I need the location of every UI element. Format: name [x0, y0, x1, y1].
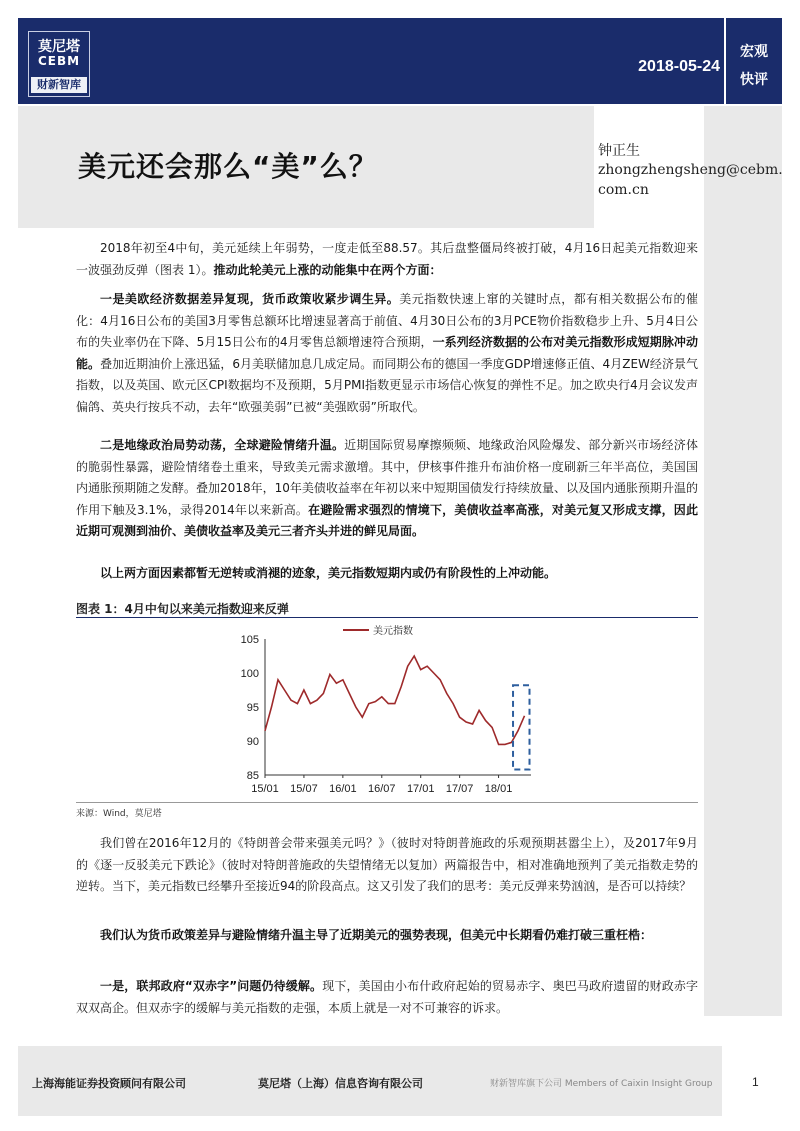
p7-text: 现下，美国由小布什政府起始的贸易赤字、奥巴马政府遗留的财政赤字双双高企。但双赤字的缓解与美元指数的走强，本质上就是一对不可兼容的诉求。 — [76, 979, 698, 1015]
p4-bold: 以上两方面因素都暂无逆转或消褪的迹象，美元指数短期内或仍有阶段性的上冲动能。 — [100, 566, 557, 580]
x-tick-label: 15/01 — [251, 783, 279, 795]
usd-index-chart — [76, 619, 698, 803]
page-number: 1 — [752, 1075, 759, 1089]
paragraph-7 — [76, 976, 698, 1019]
cebm-logo — [28, 31, 90, 97]
footer-company-1: 上海海能证券投资顾问有限公司 — [32, 1077, 186, 1090]
author-email[interactable]: zhongzhengsheng@cebm.com.cn — [598, 162, 783, 198]
chart-svg — [76, 619, 698, 803]
author-name: 钟正生 — [598, 143, 640, 159]
p6-bold: 我们认为货币政策差异与避险情绪升温主导了近期美元的强势表现，但美元中长期看仍难打破三重枉梏： — [100, 928, 653, 942]
report-type-box — [726, 18, 782, 104]
y-tick-label: 85 — [246, 770, 259, 782]
series-line-usd-index — [265, 656, 525, 744]
figure-title: 图表 1：4月中旬以来美元指数迎来反弹 — [76, 602, 289, 616]
legend-label: 美元指数 — [373, 626, 413, 637]
paragraph-3 — [76, 435, 698, 543]
p1-bold: 推动此轮美元上涨的动能集中在两个方面： — [213, 262, 442, 277]
logo-sub-text: 财新智库 — [31, 77, 87, 93]
right-margin-panel — [704, 106, 782, 1016]
x-tick-label: 18/01 — [484, 783, 513, 795]
p5-text: 我们曾在2016年12月的《特朗普会带来强美元吗？》（彼时对特朗普施政的乐观预期甚嚣尘上），及2017年9月的《逐一反驳美元下跌论》（彼时对特朗普施政的失望情绪无以复加）两篇报告中，相对准确地预判了美元指数走势的逆转。当下，美元指数已经攀升至接近94的阶段高点。这又引发了我们的思考：美元反弹来势汹汹，是否可以持续？ — [76, 836, 698, 893]
figure-source: 来源：Wind，莫尼塔 — [76, 809, 162, 819]
p1-text: 2018年初至4中旬，美元延续上年弱势，一度走低至88.57。其后盘整僵局终被打破，4月16日起美元指数迎来一波强劲反弹（图表 1）。 — [76, 241, 698, 277]
y-tick-label: 100 — [240, 668, 259, 680]
p3-bold-tail: 在避险需求强烈的情境下，美债收益率高涨，对美元复又形成支撑，因此近期可观测到油价、美债收益率及美元三者齐头并进的鲜见局面。 — [76, 502, 698, 538]
paragraph-6 — [76, 925, 698, 947]
x-tick-label: 16/07 — [368, 783, 396, 795]
logo-cn-text: 莫尼塔 — [38, 39, 80, 55]
logo-en-text: CEBM — [37, 54, 81, 68]
page-title: 美元还会那么“美”么？ — [78, 150, 378, 183]
p3-bold-lead: 二是地缘政治局势动荡，全球避险情绪升温。 — [100, 438, 345, 452]
p2-text-tail: 叠加近期油价上涨迅猛，6月美联储加息几成定局。而同期公布的德国一季度GDP增速修正值、4月ZEW经济景气指数，以及英国、欧元区CPI数据均不及预期，5月PMI指数更显示市场信心恢复的弹性不足。加之欧央行4月会议发声偏鸽、英央行按兵不动，去年“欧强美弱”已被“美强欧弱”所取代。 — [76, 356, 698, 414]
p2-bold-mid: 一系列经济数据的公布对美元指数形成短期脉冲动能。 — [76, 335, 698, 371]
x-tick-label: 15/07 — [290, 783, 318, 795]
figure-bottom-rule — [76, 802, 698, 803]
paragraph-5 — [76, 833, 698, 898]
p7-bold-lead: 一是，联邦政府“双赤字”问题仍待缓解。 — [100, 979, 323, 993]
report-date: 2018-05-24 — [638, 58, 720, 75]
y-tick-label: 105 — [240, 634, 259, 646]
x-tick-label: 17/01 — [406, 783, 435, 795]
paragraph-1 — [76, 238, 698, 281]
footer-company-2: 莫尼塔（上海）信息咨询有限公司 — [258, 1077, 423, 1090]
report-type — [726, 38, 782, 94]
highlight-box — [513, 685, 529, 769]
p2-bold-lead: 一是美欧经济数据差异复现，货币政策收紧步调生异。 — [100, 292, 400, 306]
report-type-line2: 快评 — [740, 72, 768, 88]
paragraph-4 — [76, 563, 698, 585]
y-tick-label: 90 — [246, 736, 259, 748]
footer-member-text: 财新智库旗下公司 Members of Caixin Insight Group — [490, 1079, 713, 1089]
x-tick-label: 16/01 — [329, 783, 357, 795]
p3-text: 近期国际贸易摩擦频频、地缘政治风险爆发、部分新兴市场经济体的脆弱性暴露，避险情绪卷土重来，导致美元需求激增。其中，伊核事件推升布油价格一度刷新三年半高位，美国国内通胀预期随之发酵。叠加2018年，10年美债收益率在年初以来中短期国债发行持续放量、以及国内通胀预期升温的作用下触及3.1%，录得2014年以来新高。 — [76, 438, 698, 517]
paragraph-2 — [76, 289, 698, 418]
x-tick-label: 17/07 — [445, 783, 474, 795]
p2-text: 美元指数快速上窜的关键时点，都有相关数据公布的催化：4月16日公布的美国3月零售总额环比增速显著高于前值、4月30日公布的3月PCE物价指数稳步上升、5月4日公布的失业率仍在下降、5月15日公布的4月零售总额增速符合预期， — [76, 292, 698, 349]
y-tick-label: 95 — [246, 702, 259, 714]
report-type-line1: 宏观 — [740, 44, 768, 60]
figure-title-rule — [76, 617, 698, 618]
